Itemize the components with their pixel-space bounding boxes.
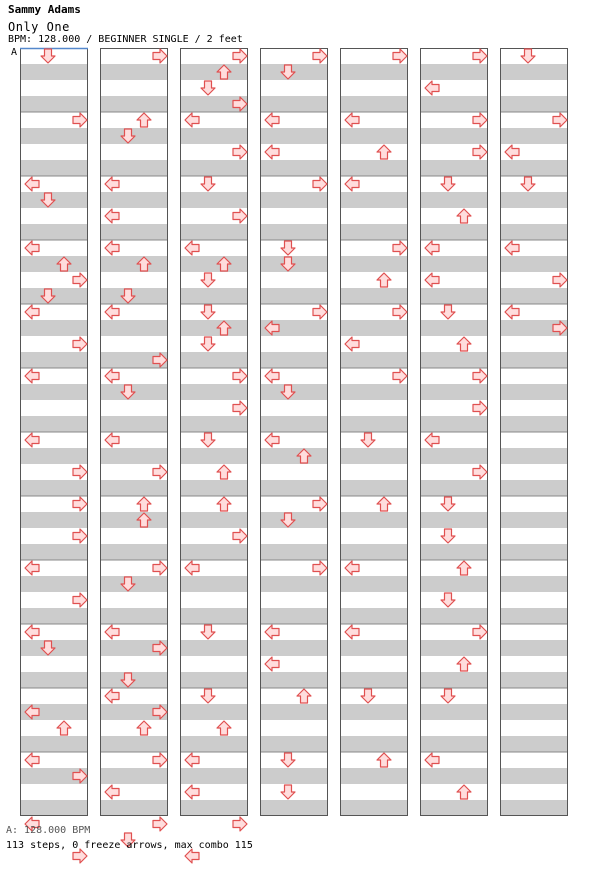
- beat-stripe: [500, 512, 568, 528]
- beat-stripe: [20, 448, 88, 464]
- beat-stripe: [340, 672, 408, 688]
- beat-stripe: [340, 576, 408, 592]
- beat-stripe: [180, 352, 248, 368]
- beat-stripe: [260, 160, 328, 176]
- beat-stripe: [100, 160, 168, 176]
- beat-stripe: [180, 704, 248, 720]
- beat-stripe: [420, 160, 488, 176]
- beat-stripe: [180, 320, 248, 336]
- beat-stripe: [420, 640, 488, 656]
- beat-stripe: [420, 416, 488, 432]
- beat-stripe: [420, 608, 488, 624]
- beat-stripe: [260, 576, 328, 592]
- beat-stripe: [420, 768, 488, 784]
- beat-stripe: [180, 64, 248, 80]
- beat-stripe: [340, 512, 408, 528]
- beat-stripe: [100, 64, 168, 80]
- beat-stripe: [180, 416, 248, 432]
- beat-stripe: [340, 352, 408, 368]
- beat-stripe: [420, 128, 488, 144]
- beat-stripe: [180, 672, 248, 688]
- beat-stripe: [500, 352, 568, 368]
- beat-stripe: [500, 672, 568, 688]
- beat-stripe: [420, 64, 488, 80]
- beat-stripe: [180, 608, 248, 624]
- beat-stripe: [100, 800, 168, 816]
- beat-stripe: [180, 160, 248, 176]
- beat-stripe: [180, 288, 248, 304]
- beat-stripe: [340, 736, 408, 752]
- beat-stripe: [20, 320, 88, 336]
- beat-stripe: [500, 640, 568, 656]
- bpm-legend: A: 128.000 BPM: [6, 825, 91, 836]
- beat-stripe: [500, 544, 568, 560]
- beat-stripe: [100, 544, 168, 560]
- beat-stripe: [500, 64, 568, 80]
- step-arrow-right: [73, 849, 87, 863]
- beat-stripe: [100, 224, 168, 240]
- beat-stripe: [260, 672, 328, 688]
- step-arrow-left: [185, 849, 199, 863]
- beat-stripe: [100, 256, 168, 272]
- beat-stripe: [500, 768, 568, 784]
- step-arrow-right: [153, 817, 167, 831]
- beat-stripe: [340, 256, 408, 272]
- bpm-marker: A: [11, 47, 18, 58]
- chart-column: [180, 48, 248, 816]
- beat-stripe: [340, 128, 408, 144]
- beat-stripe: [340, 288, 408, 304]
- beat-stripe: [420, 800, 488, 816]
- step-arrow-right: [233, 817, 247, 831]
- beat-stripe: [20, 128, 88, 144]
- beat-stripe: [180, 256, 248, 272]
- song-artist: Sammy Adams: [8, 3, 81, 16]
- beat-stripe: [260, 768, 328, 784]
- beat-stripe: [500, 576, 568, 592]
- beat-stripe: [100, 768, 168, 784]
- chart-column: [500, 48, 568, 816]
- beat-stripe: [500, 448, 568, 464]
- song-title: Only One: [8, 20, 70, 34]
- beat-stripe: [180, 224, 248, 240]
- beat-stripe: [260, 704, 328, 720]
- beat-stripe: [420, 256, 488, 272]
- beat-stripe: [500, 608, 568, 624]
- beat-stripe: [260, 736, 328, 752]
- beat-stripe: [100, 608, 168, 624]
- beat-stripe: [100, 416, 168, 432]
- beat-stripe: [20, 576, 88, 592]
- beat-stripe: [180, 480, 248, 496]
- beat-stripe: [500, 96, 568, 112]
- beat-stripe: [340, 608, 408, 624]
- beat-stripe: [100, 480, 168, 496]
- beat-stripe: [20, 64, 88, 80]
- beat-stripe: [260, 416, 328, 432]
- beat-stripe: [260, 480, 328, 496]
- beat-stripe: [20, 384, 88, 400]
- beat-stripe: [100, 736, 168, 752]
- beat-stripe: [420, 704, 488, 720]
- beat-stripe: [180, 448, 248, 464]
- beat-stripe: [20, 512, 88, 528]
- beat-stripe: [500, 288, 568, 304]
- beat-stripe: [100, 512, 168, 528]
- beat-stripe: [20, 800, 88, 816]
- beat-stripe: [260, 224, 328, 240]
- beat-stripe: [180, 800, 248, 816]
- beat-stripe: [20, 160, 88, 176]
- beat-stripe: [180, 544, 248, 560]
- beat-stripe: [180, 128, 248, 144]
- beat-stripe: [20, 352, 88, 368]
- chart-column: [260, 48, 328, 816]
- beat-stripe: [420, 544, 488, 560]
- beat-stripe: [420, 480, 488, 496]
- beat-stripe: [340, 384, 408, 400]
- beat-stripe: [420, 192, 488, 208]
- beat-stripe: [180, 192, 248, 208]
- beat-stripe: [260, 96, 328, 112]
- beat-stripe: [20, 256, 88, 272]
- beat-stripe: [340, 224, 408, 240]
- beat-stripe: [180, 736, 248, 752]
- beat-stripe: [500, 480, 568, 496]
- beat-stripe: [500, 256, 568, 272]
- step-summary: 113 steps, 0 freeze arrows, max combo 115: [6, 840, 253, 851]
- beat-stripe: [260, 448, 328, 464]
- beat-stripe: [100, 192, 168, 208]
- beat-stripe: [20, 672, 88, 688]
- beat-stripe: [180, 512, 248, 528]
- beat-stripe: [420, 448, 488, 464]
- beat-stripe: [20, 416, 88, 432]
- beat-stripe: [260, 352, 328, 368]
- beat-stripe: [420, 224, 488, 240]
- beat-stripe: [260, 544, 328, 560]
- beat-stripe: [100, 96, 168, 112]
- beat-stripe: [340, 704, 408, 720]
- beat-stripe: [180, 768, 248, 784]
- beat-stripe: [340, 800, 408, 816]
- beat-stripe: [340, 480, 408, 496]
- beat-stripe: [260, 640, 328, 656]
- beat-stripe: [420, 736, 488, 752]
- beat-stripe: [500, 800, 568, 816]
- beat-stripe: [420, 576, 488, 592]
- beat-stripe: [500, 416, 568, 432]
- beat-stripe: [420, 384, 488, 400]
- beat-stripe: [500, 160, 568, 176]
- beat-stripe: [100, 448, 168, 464]
- beat-stripe: [180, 384, 248, 400]
- chart-column: [340, 48, 408, 816]
- beat-stripe: [420, 96, 488, 112]
- beat-stripe: [420, 672, 488, 688]
- beat-stripe: [260, 288, 328, 304]
- beat-stripe: [340, 320, 408, 336]
- beat-stripe: [340, 96, 408, 112]
- beat-stripe: [340, 544, 408, 560]
- beat-stripe: [340, 64, 408, 80]
- beat-stripe: [260, 800, 328, 816]
- beat-stripe: [260, 608, 328, 624]
- beat-stripe: [340, 192, 408, 208]
- beat-stripe: [500, 128, 568, 144]
- beat-stripe: [180, 576, 248, 592]
- beat-stripe: [420, 288, 488, 304]
- beat-stripe: [500, 384, 568, 400]
- chart-column: [20, 48, 88, 816]
- beat-stripe: [180, 640, 248, 656]
- beat-stripe: [500, 192, 568, 208]
- beat-stripe: [420, 352, 488, 368]
- beat-stripe: [500, 224, 568, 240]
- beat-stripe: [340, 160, 408, 176]
- beat-stripe: [20, 224, 88, 240]
- beat-stripe: [260, 128, 328, 144]
- chart-info: BPM: 128.000 / BEGINNER SINGLE / 2 feet: [8, 34, 243, 45]
- beat-stripe: [20, 544, 88, 560]
- beat-stripe: [500, 704, 568, 720]
- beat-stripe: [100, 320, 168, 336]
- chart-column: [420, 48, 488, 816]
- beat-stripe: [340, 416, 408, 432]
- beat-stripe: [340, 640, 408, 656]
- beat-stripe: [20, 608, 88, 624]
- beat-stripe: [340, 768, 408, 784]
- beat-stripe: [20, 96, 88, 112]
- beat-stripe: [420, 512, 488, 528]
- beat-stripe: [340, 448, 408, 464]
- beat-stripe: [260, 192, 328, 208]
- beat-stripe: [420, 320, 488, 336]
- beat-stripe: [20, 736, 88, 752]
- beat-stripe: [20, 480, 88, 496]
- beat-stripe: [500, 736, 568, 752]
